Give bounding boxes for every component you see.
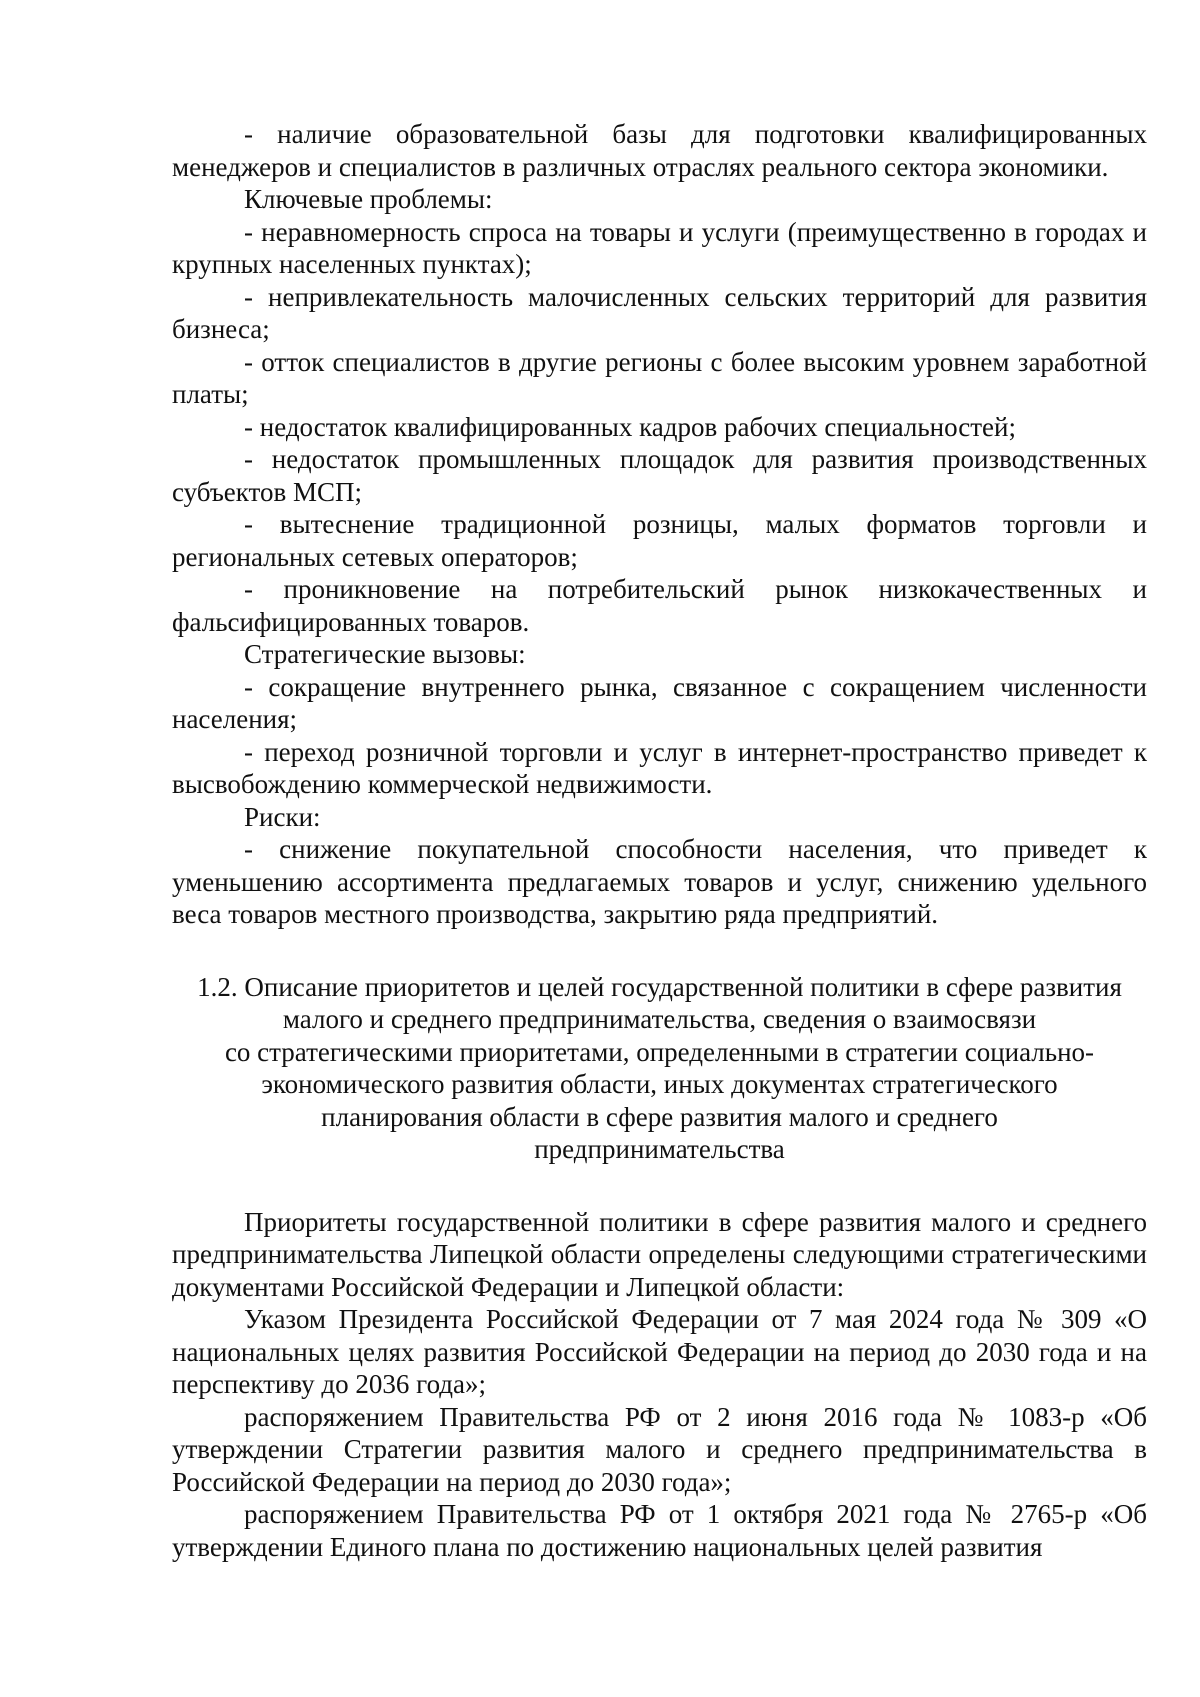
paragraph: - недостаток промышленных площадок для развития производственных субъектов МСП; <box>172 444 1147 507</box>
section-title-line: со стратегическими приоритетами, определенными в стратегии социально- <box>224 1036 1095 1067</box>
section-title-line: экономического развития области, иных документах стратегического <box>261 1069 1058 1099</box>
paragraph: распоряжением Правительства РФ от 2 июня 2016 года № 1083-р «Об утверждении Стратегии развития малого и среднего предпринимательства в Российской Федерации на период до 2030 года»; <box>172 1401 1147 1497</box>
paragraph-heading-risks: Риски: <box>244 801 321 832</box>
paragraph-heading-key-problems: Ключевые проблемы: <box>244 184 493 214</box>
paragraph: распоряжением Правительства РФ от 1 октября 2021 года № 2765-р «Об утверждении Единого плана по достижению национальных целей развития <box>172 1499 1147 1562</box>
paragraph: - вытеснение традиционной розницы, малых форматов торговли и региональных сетевых операторов; <box>172 509 1147 572</box>
section-title <box>172 971 1147 1166</box>
paragraph-heading-strategic-challenges: Стратегические вызовы: <box>244 639 526 669</box>
section-title-line: планирования области в сфере развития малого и среднего <box>321 1101 998 1132</box>
paragraph: - отток специалистов в другие регионы с более высоким уровнем заработной платы; <box>172 346 1147 409</box>
section-title-line: малого и среднего предпринимательства, сведения о взаимосвязи <box>282 1004 1037 1034</box>
document-body <box>172 118 1147 1563</box>
paragraph: - неравномерность спроса на товары и услуги (преимущественно в городах и крупных населенных пунктах); <box>172 216 1147 279</box>
section-title-line: 1.2. Описание приоритетов и целей государственной политики в сфере развития <box>197 971 1122 1002</box>
paragraph: - непривлекательность малочисленных сельских территорий для развития бизнеса; <box>172 281 1147 344</box>
paragraph: - проникновение на потребительский рынок низкокачественных и фальсифицированных товаров. <box>172 574 1147 637</box>
paragraph: - сокращение внутреннего рынка, связанное с сокращением численности населения; <box>172 671 1147 734</box>
paragraph: - переход розничной торговли и услуг в интернет-пространство приведет к высвобождению коммерческой недвижимости. <box>172 736 1147 799</box>
paragraph: - недостаток квалифицированных кадров рабочих специальностей; <box>244 411 1016 442</box>
paragraph: - снижение покупательной способности населения, что приведет к уменьшению ассортимента предлагаемых товаров и услуг, снижению удельного веса товаров местного производства, закрытию ряда предприятий. <box>172 834 1147 929</box>
paragraph: - наличие образовательной базы для подготовки квалифицированных менеджеров и специалистов в различных отраслях реального сектора экономики. <box>172 119 1147 182</box>
section-title-line: предпринимательства <box>534 1134 785 1164</box>
paragraph: Указом Президента Российской Федерации от 7 мая 2024 года № 309 «О национальных целях развития Российской Федерации на период до 2030 года и на перспективу до 2036 года»; <box>172 1304 1147 1399</box>
paragraph: Приоритеты государственной политики в сфере развития малого и среднего предпринимательства Липецкой области определены следующими стратегическими документами Российской Федерации и Липецкой области: <box>172 1206 1147 1302</box>
